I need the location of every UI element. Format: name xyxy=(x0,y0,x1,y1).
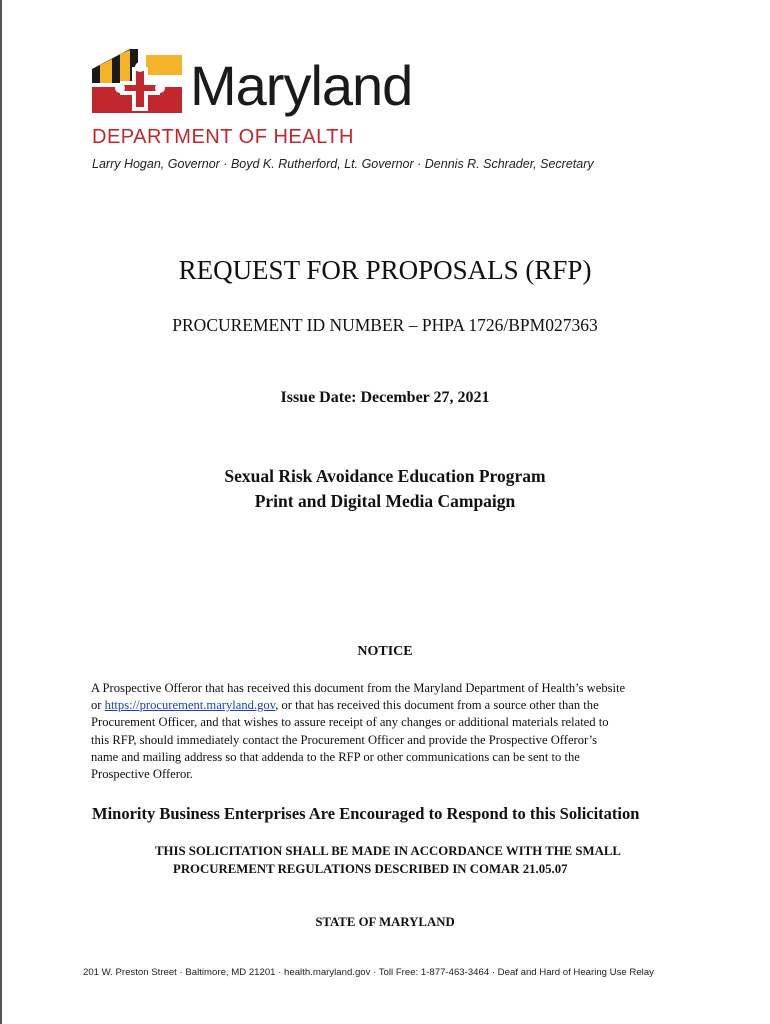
page-footer: 201 W. Preston Street · Baltimore, MD 21201 · health.maryland.gov · Toll Free: 1-877-463-3464 · Deaf and Hard of Hearing Use Relay xyxy=(83,967,654,978)
mbe-statement: Minority Business Enterprises Are Encouraged to Respond to this Solicitation xyxy=(92,804,640,823)
notice-line: Procurement Officer, and that wishes to assure receipt of any changes or additional materials related to xyxy=(91,715,609,730)
state-of-maryland: STATE OF MARYLAND xyxy=(315,915,455,929)
officials-line: Larry Hogan, Governor · Boyd K. Rutherford, Lt. Governor · Dennis R. Schrader, Secretary xyxy=(92,157,594,171)
notice-line: name and mailing address so that addenda to the RFP or other communications can be sent to the xyxy=(91,749,580,764)
notice-line: A Prospective Offeror that has received this document from the Maryland Department of Health’s website xyxy=(91,681,626,695)
procurement-id: PROCUREMENT ID NUMBER – PHPA 1726/BPM027363 xyxy=(172,315,598,335)
page-edge xyxy=(0,0,2,1024)
program-title-line1: Sexual Risk Avoidance Education Program xyxy=(224,466,546,486)
notice-heading: NOTICE xyxy=(357,644,413,659)
document-title: REQUEST FOR PROPOSALS (RFP) xyxy=(178,255,592,285)
logo-wordmark: Maryland xyxy=(190,54,413,117)
program-title-line2: Print and Digital Media Campaign xyxy=(254,491,516,511)
notice-text: , or that has received this document from a source other than the xyxy=(275,698,599,713)
issue-date: Issue Date: December 27, 2021 xyxy=(280,389,490,406)
maryland-flag-icon xyxy=(90,47,190,117)
solicitation-line-2: PROCUREMENT REGULATIONS DESCRIBED IN COMAR 21.05.07 xyxy=(173,862,568,876)
notice-line: Prospective Offeror. xyxy=(91,767,193,782)
procurement-website-link[interactable]: https://procurement.maryland.gov xyxy=(104,698,276,713)
notice-paragraph xyxy=(91,680,691,783)
notice-text: or xyxy=(91,698,105,713)
department-name: DEPARTMENT OF HEALTH xyxy=(92,126,354,148)
solicitation-line-1: THIS SOLICITATION SHALL BE MADE IN ACCORDANCE WITH THE SMALL xyxy=(155,844,621,858)
notice-line xyxy=(91,697,691,714)
notice-line: this RFP, should immediately contact the Procurement Officer and provide the Prospective Offeror’s xyxy=(91,732,598,747)
